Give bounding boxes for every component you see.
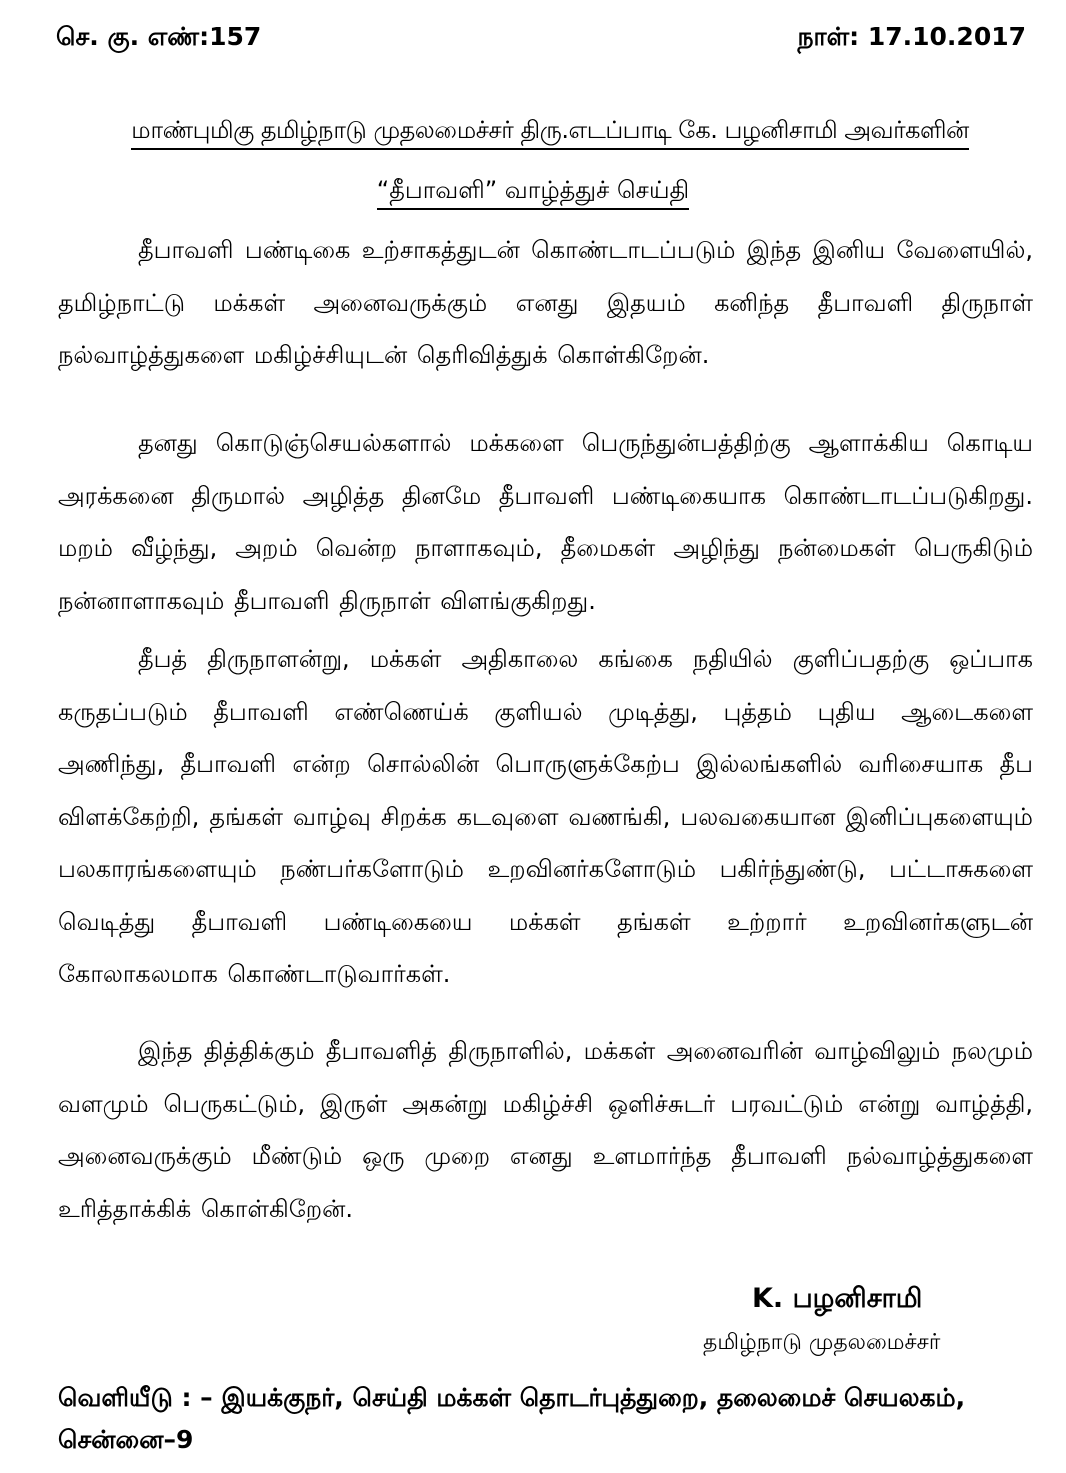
release-footer: வெளியீடு : – இயக்குநர், செய்தி மக்கள் தொடர்புத்துறை, தலைமைச் செயலகம், சென்னை–9 — [58, 1383, 966, 1454]
paragraph-3: தீபத் திருநாளன்று, மக்கள் அதிகாலை கங்கை நதியில் குளிப்பதற்கு ஒப்பாக கருதப்படும் தீபாவளி எண்ணெய்க் குளியல் முடித்து, புத்தம் புதிய ஆடைகளை அணிந்து, தீபாவளி என்ற சொல்லின் பொருளுக்கேற்ப இல்லங்களில் வரிசையாக தீப விளக்கேற்றி, தங்கள் வாழ்வு சிறக்க கடவுளை வணங்கி, பலவகையான இனிப்புகளையும் பலகாரங்களையும் நண்பர்களோடும் உறவினர்களோடும் பகிர்ந்துண்டு, பட்டாசுகளை வெடித்து தீபாவளி பண்டிகையை மக்கள் தங்கள் உற்றார் உறவினர்களுடன் கோலாகலமாக கொண்டாடுவார்கள். — [58, 645, 1034, 988]
signatory-designation: தமிழ்நாடு முதலமைச்சர் — [703, 1330, 941, 1355]
paragraph-1: தீபாவளி பண்டிகை உற்சாகத்துடன் கொண்டாடப்படும் இந்த இனிய வேளையில், தமிழ்நாட்டு மக்கள் அனைவருக்கும் எனது இதயம் கனிந்த தீபாவளி திருநாள் நல்வாழ்த்துகளை மகிழ்ச்சியுடன் தெரிவித்துக் கொள்கிறேன். — [58, 236, 1033, 369]
release-date: நாள்: 17.10.2017 — [797, 22, 1026, 51]
paragraph-2: தனது கொடுஞ்செயல்களால் மக்களை பெருந்துன்பத்திற்கு ஆளாக்கிய கொடிய அரக்கனை திருமால் அழித்த தினமே தீபாவளி பண்டிகையாக கொண்டாடப்படுகிறது. மறம் வீழ்ந்து, அறம் வென்ற நாளாகவும், தீமைகள் அழிந்து நன்மைகள் பெருகிடும் நன்னாளாகவும் தீபாவளி திருநாள் விளங்குகிறது. — [58, 429, 1033, 615]
paragraph-4: இந்த தித்திக்கும் தீபாவளித் திருநாளில், மக்கள் அனைவரின் வாழ்விலும் நலமும் வளமும் பெருகட்டும், இருள் அகன்று மகிழ்ச்சி ஒளிச்சுடர் பரவட்டும் என்று வாழ்த்தி, அனைவருக்கும் மீண்டும் ஒரு முறை எனது உளமார்ந்த தீபாவளி நல்வாழ்த்துகளை உரித்தாக்கிக் கொள்கிறேன். — [58, 1037, 1033, 1223]
title-line2-text: “தீபாவளி” வாழ்த்துச் செய்தி — [377, 176, 689, 210]
reference-number: செ. கு. எண்:157 — [56, 22, 262, 51]
document-title-line1 — [70, 116, 1030, 147]
document-title-line2 — [0, 176, 1066, 207]
signatory-name: K. பழனிசாமி — [752, 1283, 923, 1314]
title-line1-text: மாண்புமிகு தமிழ்நாடு முதலமைச்சர் திரு.எடப்பாடி கே. பழனிசாமி அவர்களின் — [131, 116, 969, 150]
